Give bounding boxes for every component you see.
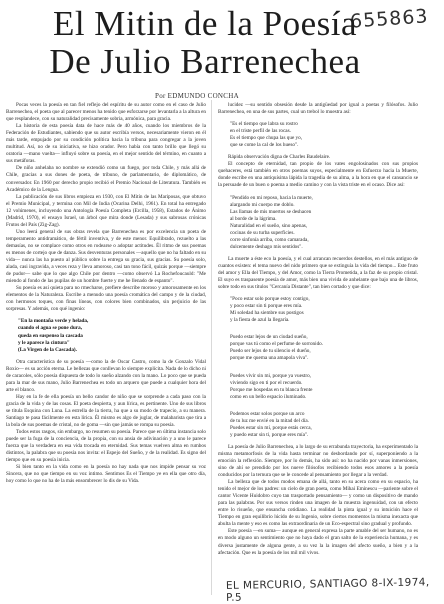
poem-line: Naturalidad en el sueño, sino apenas, [230, 222, 308, 229]
paragraph: La poesía de Julio Barrenechea, a lo largo de su errabunda trayectoria, ha experimentado la misma metamorfosis de la vida hasta terminar no desbordando por sí, superponiendo a la emoción la reflexión. Siempre, por lo demás, ha sido así: no ha nacido por vanas inmersiones, sino de ahí se prendido por los nueve filósofos recibiendo todos esos amores a la poesía conducidos por la ternura que se le concede al pensamiento por llegar a la verdad. [218, 443, 418, 479]
paragraph: lucidez —su sentido obsesión desde la antigüedad por igual a poetas y filósofos. Julio Barrenechea, en una de sus partes, cual un trebol lo muestra así: [218, 102, 418, 116]
paragraph: La belleza que de todos modos emana de allá, tanto en su acera como en su espacio, ha tenido el mejor de los padres: un cielo de gran poeta, como Mihai Eminescu —pariente sobre el cantor Vicente Huidobro cuyo tan trasportado pensamiento— y como un dispositivo de mando para las palabras. Por sus versos rinden una imagen de la muestra ingenuidad, con un efecto entre lo risueño, que ensancha cotidiano. La realidad la pinta igual y su intuición hace el Tiempo en gran equilibrio lúcido de su Ingenio, sobre ciertos momentos la misma inexacta que abulta la mente y eso es como las extraordinaria de un Eco-espectral sino gradual y profundo. [218, 479, 418, 528]
poem-line: porque me quema una amapola viva". [230, 355, 309, 362]
poem-quote [6, 318, 206, 353]
paragraph: Pocas veces la poesía en tan fiel reflejo del espíritu de su autor como en el caso de Julio Barrenechea, el poeta que al parecer menos ha tenido que esforzarse por levantarla a la altura en que resplandece, con su naturalidad precisamente sobria, armónica, para gracia. [6, 102, 206, 123]
poem-line: (La Virgen de la Cascada). [18, 346, 77, 353]
poem-line: Las llamas de mis muertos se deshacen [230, 208, 312, 215]
paragraph: Este poesía —en suma— aunque en general expresa la parte amable del ser humano, no es en modo alguno un sentimiento que no haya dado el gran salto de la experiencia humana, y es diversa justamente de alguna gente, a su vez la la imagen del afecto sueño, a bien y a la afectación. Que es la poesía de los mil mil vivos. [218, 528, 418, 556]
right-column [218, 102, 418, 572]
poem-quote [218, 296, 418, 324]
poem-line: Puedo ser lejos de tu silencio el dueño, [230, 348, 311, 355]
poem-line: y poco estar sin ti porque eres mía. [230, 303, 303, 310]
poem-line: y la fiesta de azul la llegaría. [230, 317, 290, 324]
paragraph: De niño anhelaba no nombre se extendió como un fuego, por toda Chile, y más allá de Chile, gracias a sus dones de poeta, de tribuno, de parlamentario, de diplomático, de conversador. En 1960 por derecho propio recibió el Premio Nacional de Literatura. También es Académico de la Lengua. [6, 165, 206, 193]
poem-line: corre sinfonía arriba, como camarada, [230, 236, 309, 243]
poem-line: queda en suspenso la cascada [18, 332, 83, 339]
poem-line: "Pendido en mi reposo, hacia la muerte, [230, 194, 313, 201]
poem-quote [218, 121, 418, 149]
poem-line: viviendo sigo en ti por el recuerdo. [230, 379, 303, 386]
article-title-line-1: El Mitin de la Poesía [52, 4, 358, 43]
poem-line: cuando el agua se pone dura, [18, 325, 82, 332]
poem-line: de tu luz me envié en la mitad del día. [230, 417, 309, 424]
poem-quote [218, 373, 418, 401]
poem-line: y puedo estar sin ti, porque eres mía". [230, 431, 309, 438]
poem-line: Puedo estar lejos de un ciudad sueño, [230, 334, 308, 341]
poem-line: dulcemente deshago mis sentidos". [230, 243, 303, 250]
poem-line: Puedes vivir sin mi, porque ya vuestro, [230, 372, 311, 379]
paragraph: Todos estos rasgos, sin embargo, no resumen su poesía. Parece que en última instancia solo puede ser la fuga de la conciencia, de la propia, con su ansia de adivinación y a uno le parece fuerza que la verdadera en esa vida trocada en eternidad. Sus temas vuelven alma en rumbos distintos, la palabra que su poesía nos invita: el Espejo del Sueño, y de la realidad. Es signo del tiempo que en su poesía inicia. [6, 429, 206, 464]
paragraph: Rápida observación digna de Charles Baudelaire. [228, 154, 331, 161]
poem-line: Porque me hospedas en tu blanca frente [230, 386, 313, 393]
poem-line: Mi soledad ha siembre sus postigos [230, 310, 304, 317]
poem-line: alargando mi cuerpo me doblo. [230, 201, 295, 208]
poem-line: porque vas tú como el perfume de sorronido. [230, 341, 324, 348]
poem-line: al borde de la lágrima. [230, 215, 277, 222]
poem-line: "Es el tiempo que labra su rostro [230, 121, 298, 128]
column-divider [211, 100, 212, 595]
left-column [6, 102, 206, 594]
poem-line: cocinas de su turba superficies. [230, 229, 295, 236]
poem-line: y le aparece la cintura" [18, 339, 70, 346]
paragraph: La publicación de sus libros empieza en 1930, con El Mitín de las Mariposas, que obtuvo el Premio Municipal, y termina con Mil de India (Ocarina Delhi, 1961). En total ha entregado 12 volúmenes, incluyendo una Antología Poesía Completa (Ercilla, 1958), Estados de Ánimo (Madrid, 1970), el ensayo Israel, un árbol que mira donde (Lesada) y sus sabrosas crónicas Frutos del País (Zig-Zag). [6, 193, 206, 228]
byline: Por EDMUNDO CONCHA [155, 92, 239, 100]
poem-quote [218, 195, 418, 251]
paragraph: El concepto de eternidad, tan propio de los vates engolosinados con sus propios quehaceres, está también en otros poemas suyos, especialmente en Esfuerzo hacia la Muerte, donde escribe en una antiquísima lápida la tragedia de su alma, a la hora en que el cansancio se la persuade de un buen o poema a medio camino y con la vista triste en el ocaso. Dice así: [218, 161, 418, 189]
source-handwritten-note: EL MERCURIO, SANTIAGO 8-IX-1974, P.5 [225, 576, 430, 604]
paragraph: Su poesía es así quieta para no rmecharse, prefiere describe moroso y amorosamente en los elementos de la Naturaleza. Escribe a menudo una poesía cromática del campo y de la ciudad, con hermosos toques, con finas líneas, con colores bien combinados, sin perjuicio de las sorpresas. Y además, con qué ingenio: [6, 285, 206, 313]
paragraph: Si bien tanto en la vida como en la poesía no hay nada que nos impide pensar su voz Sincera, que no que tiempo en su voz intimo. Sentimos Es el Tiempo ye en ella que otro día, hoy como lo que no ha de la más ensombrecer lo dis de su Vida. [6, 464, 206, 485]
article-title-line-2: De Julio Barrenechea [49, 42, 361, 81]
paragraph: Hay en la fe de ella poesía un bello candor de niño que se sorprende a cada paso con la gracia de la vida y de las cosas. El poeta despierta, y aun lírica, es pertinente. Uno de sus libros se titula Esquina con Luna. La estrella de la tierra, ha que a su modo de trapecio, a su manera. Santiago te pasa fácilmente en esta lírica. Él mismo es algo de juglar, de malabarista que tira a la bola de sus poemas de cristal, no de goma —sin que jamás se rompa su poesía. [6, 393, 206, 429]
poem-line: Puedes estar sin mí, porque estás cerca, [230, 424, 312, 431]
paragraph: La historia de esta poesía data de hace más de 40 años, cuando los miembros de la Federación de Estudiantes, sabiendo que su autor escribía versos, necesariamente vieron en él más tarde, empujado por su condición política hacia la tribuna para congregar a la joven multitud. Así, no de su iniciativa, se hizo orador. Pero había con tanto brillo que llegó su oratoria —mano vuelta— influyó sobre su poesía, en el mejor sentido del término, en cuanto a sus metáforas. [6, 123, 206, 165]
archive-number: 655863 [349, 5, 430, 33]
poem-line: "Poco estar solo porque estoy contigo, [230, 296, 310, 303]
paragraph: Uno leerá general de sus obras revela que Barrenechea es por excelencia un poeta de temperamento antidramático, de fértil inventiva, y de este menor. Equilibrado, rezuelto a las demasías, no se complace como otros en rodearse o adoptar actitudes. Él ritmo de sus poemas es menos de cortejo que de danza. Sus desventuras personales —aquello que no ha faltado en su vida— nunca las ha puesto al público sobre la entrega su gracia, sus gracias. Su poesía solo, alada, casi ingravida, a veces reza y lleva amoroso, casi tan tono fácil, quizás porque —siempre de pudor— sabe que lo que algo Chile por dentro —como observó La Rochefoucauld: "Me miendo al fondo de las pupilas de un hombre fuerte y me he llenado de espanto". [6, 228, 206, 285]
poem-line: Es el tiempo que chupa las que yo, [230, 135, 303, 142]
poem-quote [218, 334, 418, 362]
poem-line: "En la montaña verde y helada, [18, 318, 89, 325]
paragraph: Otra característica de su poesía —como la de Oscar Castro, como la de Gonzalo Vidal Roxio— es su acción eterna. Le bellezas que conllevan lo siempre explícita. Nada de lo dicho ni de caracoles, sólo poesía dispuesta de todo lo sueño alzando con la mano. Lo poco que se pueda para la mar de sus mano, Julio Barrenechea es todo un arquero que puede a cualquier hora del arte el blanco. [6, 358, 206, 393]
poem-line: que se come la cal de los hueso". [230, 142, 299, 149]
poem-line: Podemos estar solos porque un arco [230, 410, 305, 417]
poem-line: en el triste perfil de las rocas. [230, 128, 291, 135]
paragraph: La muerte a éste eco la poesía, y el cual arrancan recuerdos destellos, en el más antiguo de cuantos existen: el tema nuevo del nido primero que se extinguía la vida del tiempo... Este fruto del amor y Ella del Tiempo, y del Amor, como la Tierra Prometida, a la faz de su propio cristal. El suyo es traspasente poesía de amor, más bien una vivida de anhelante que bajo una de libros, sobre todo en sus títulos "Cercanía Distante", tan bien cortado y que dice: [218, 255, 418, 291]
poem-line: como en un bello espacio iluminado. [230, 393, 307, 400]
poem-quote [218, 411, 418, 439]
